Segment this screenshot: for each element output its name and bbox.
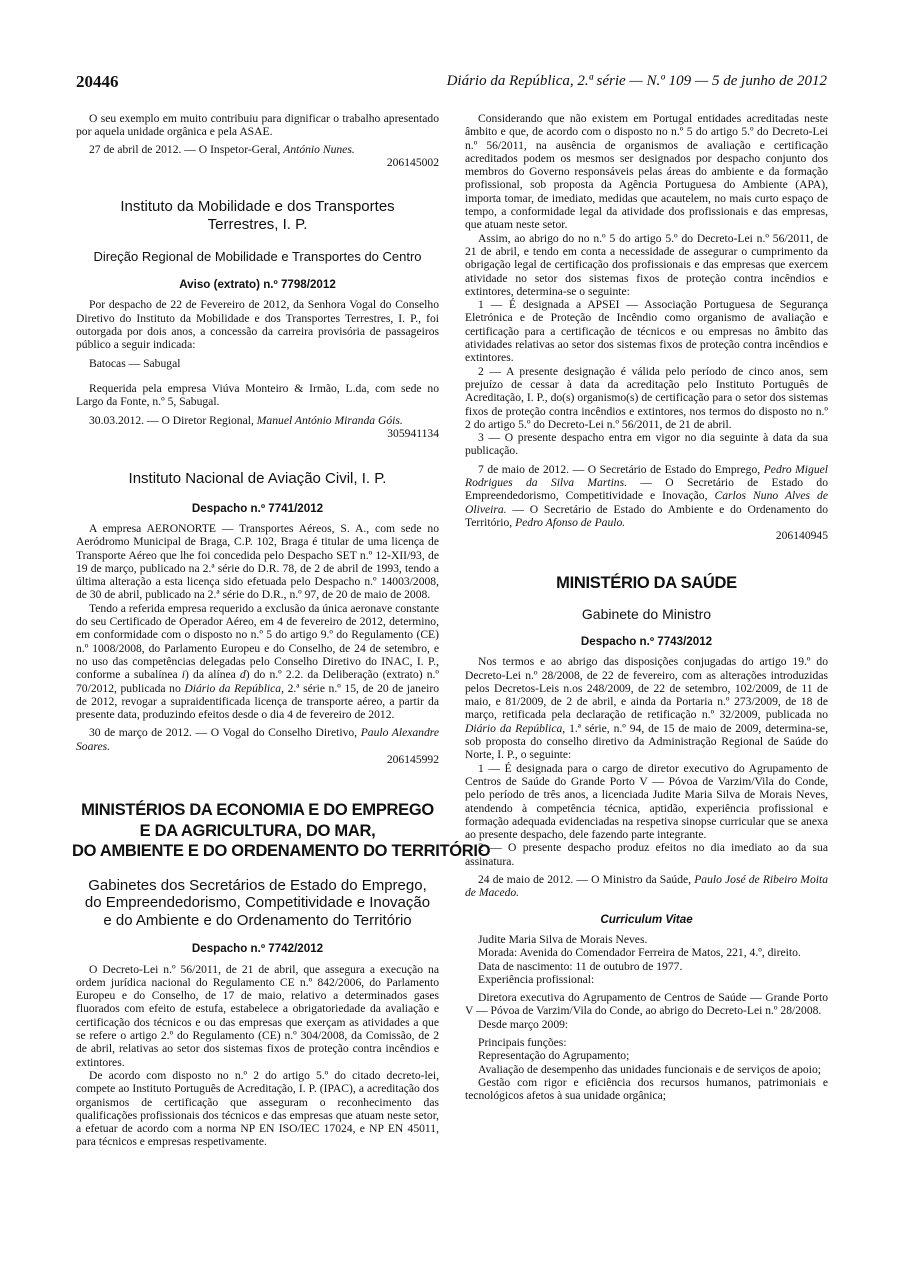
paragraph: O Decreto-Lei n.º 56/2011, de 21 de abril, que assegura a execução na ordem jurídica nacional do Regulamento CE n.º 842/2006, do Parlamento Europeu e do Conselho, de 17 de maio, relativo a determinados gases fluorados com efeito de estufa, estabelece a obrigatoriedade da avaliação e certificação dos técnicos e ou das empresas que exerçam as atividades a que se refere o artigo 2.º do Regulamento (CE) n.º 304/2008, da Comissão, de 2 de abril, relativas ao setor dos sistemas fixos de proteção contra incêndios e extintores. bbox=[76, 962, 439, 1069]
paragraph: Nos termos e ao abrigo das disposições conjugadas do artigo 19.º do Decreto-Lei n.º 28/2008, de 22 de fevereiro, com as alterações introduzidas pelos Decretos-Leis n.os 248/2009, de 22 de setembro, 102/2009, de 11 de maio, e 81/2009, de 2 de abril, e ainda da Portaria n.º 273/2009, de 18 de março, retificada pela declaração de retificação n.º 32/2009, publicada no Diário da República, 1.ª série, n.º 94, de 15 de maio de 2009, determina-se, sob proposta do conselho diretivo da Administração Regional de Saúde do Norte, I. P., o seguinte: bbox=[465, 655, 828, 762]
paragraph: De acordo com disposto no n.º 2 do artigo 5.º do citado decreto-lei, compete ao Instituto Português de Acreditação, I. P. (IPAC), a acreditação dos organismos de certificação que asseguram o reconhecimento das qualificações profissionais dos técnicos e das empresas que atuam neste setor, a efetuar de acordo com a norma NP EN ISO/IEC 17024, e NP EN 45011, para técnicos e empresas respetivamente. bbox=[76, 1068, 439, 1149]
paragraph: Assim, ao abrigo do no n.º 5 do artigo 5.º do Decreto-Lei n.º 56/2011, de 21 de abril, e tendo em conta a necessidade de assegurar o cumprimento da obrigação legal de certificação dos profissionais e das empresas que exercem atividade no setor dos sistemas fixos de proteção contra incêndios e extintores, determina-se o seguinte: bbox=[465, 231, 828, 298]
paragraph: 3 — O presente despacho entra em vigor no dia seguinte à data da sua publicação. bbox=[465, 431, 828, 458]
cv-line: Representação do Agrupamento; bbox=[478, 1049, 630, 1063]
paragraph: Por despacho de 22 de Fevereiro de 2012, da Senhora Vogal do Conselho Diretivo do Instituto da Mobilidade e dos Transportes Terrestres, I. P., foi outorgada por dois anos, a concessão da carreira provisória de passageiros público a seguir indicada: bbox=[76, 298, 439, 352]
reference-number: 305941134 bbox=[387, 426, 439, 440]
cv-line: Principais funções: bbox=[478, 1036, 567, 1050]
signature: 30.03.2012. — O Diretor Regional, Manuel António Miranda Góis. bbox=[89, 413, 403, 427]
cv-line: Diretora executiva do Agrupamento de Centros de Saúde — Grande Porto V — Póvoa de Varzim/Vila do Conde, ao abrigo do Decreto-Lei n.º 28/2008. bbox=[465, 991, 828, 1018]
paragraph: 2 — A presente designação é válida pelo período de cinco anos, sem prejuízo de cessar à data da acreditação pelo Instituto Português de Acreditação, I. P., do(s) organismo(s) de certificação para o setor dos sistemas fixos de proteção contra incêndios e extintores, nos termos do disposto no n.º 2 do artigo 5.º do Decreto-Lei n.º 56/2011, de 21 de abril. bbox=[465, 364, 828, 431]
paragraph: Requerida pela empresa Viúva Monteiro & Irmão, L.da, com sede no Largo da Fonte, n.º 5, Sabugal. bbox=[76, 381, 439, 409]
journal-header: Diário da República, 2.ª série — N.º 109 — 5 de junho de 2012 bbox=[446, 73, 827, 89]
left-column bbox=[72, 112, 491, 1149]
cv-title: Curriculum Vitae bbox=[600, 912, 693, 926]
document-title: Despacho n.º 7742/2012 bbox=[191, 942, 324, 956]
cv-line: Experiência profissional: bbox=[478, 972, 595, 986]
paragraph: 1 — É designada a APSEI — Associação Portuguesa de Segurança Eletrónica e de Proteção de Incêndio como organismo de avaliação e certificação para a certificação de técnicos e ou empresas no âmbito das atividades relativas ao setor dos sistemas fixos de proteção contra incêndios e extintores. bbox=[465, 298, 828, 365]
section-subtitle: Gabinete do Ministro bbox=[581, 606, 712, 622]
cv-line: Avaliação de desempenho das unidades funcionais e de serviços de apoio; bbox=[478, 1062, 821, 1076]
paragraph: 1 — É designada para o cargo de diretor executivo do Agrupamento de Centros de Saúde do Grande Porto V — Póvoa de Varzim/Vila do Conde, pelo período de três anos, a licenciada Judite Maria Silva de Morais Neves, atendendo à competência técnica, aptidão, experiência profissional e formação adequada evidenciadas na respetiva sinopse curricular que se anexa ao presente despacho, dele fazendo parte integrante. bbox=[465, 761, 828, 842]
document-title: Aviso (extrato) n.º 7798/2012 bbox=[179, 278, 336, 292]
paragraph: A empresa AERONORTE — Transportes Aéreos, S. A., com sede no Aeródromo Municipal de Braga, C.P. 102, Braga é titular de uma licença de Transporte Aéreo que lhe foi concedida pelo Despacho SET n.º 12-XII/93, de 19 de março, publicado na 2.ª série do D.R. 78, de 2 de abril de 1993, tendo a última alteração a esta licença sido efetuada pelo Despacho n.º 14003/2008, de 30 de abril, publicado na 2.ª série do D.R., n.º 97, de 20 de maio de 2008. bbox=[76, 521, 439, 602]
page-number: 20446 bbox=[76, 72, 119, 91]
reference-number: 206140945 bbox=[775, 529, 828, 543]
reference-number: 206145992 bbox=[386, 753, 439, 766]
section-subtitle: Direção Regional de Mobilidade e Transportes do Centro bbox=[93, 249, 422, 265]
document-title: Despacho n.º 7743/2012 bbox=[580, 635, 713, 648]
signature: 7 de maio de 2012. — O Secretário de Estado do Emprego, Pedro Miguel Rodrigues da Silva Martins. — O Secretário de Estado do Empreendedorismo, Competitividade e Inovação, Carlos Nuno Alves de Oliveira. — O Secretário de Estado do Ambiente e do Ordenamento do Território, Pedro Afonso de Paulo. bbox=[465, 462, 829, 529]
right-column bbox=[465, 112, 828, 1103]
ministry-title: MINISTÉRIOS DA ECONOMIA E DO EMPREGO E DA AGRICULTURA, DO MAR, DO AMBIENTE E DO ORDENAMENTO DO TERRITÓRIO bbox=[72, 801, 491, 861]
paragraph: Tendo a referida empresa requerido a exclusão da única aeronave constante do seu Certificado de Operador Aéreo, em 4 de fevereiro de 2012, determino, em conformidade com o disposto no n.º 5 do artigo 9.º do Regulamento (CE) n.º 1008/2008, do Parlamento Europeu e do Conselho, de 24 de setembro, e no uso das competências delegadas pelo Conselho Diretivo do INAC, I. P., conforme a subalínea i) da alínea d) do n.º 2.2. da Deliberação (extrato) n.º 70/2012, publicada no Diário da República, 2.ª série n.º 15, de 20 de janeiro de 2012, revogar a supraidentificada licença de transporte aéreo, a partir da presente data, produzindo efeitos desde o dia 4 de fevereiro de 2012. bbox=[76, 601, 439, 722]
paragraph: 2 — O presente despacho produz efeitos no dia imediato ao da sua assinatura. bbox=[465, 841, 828, 868]
ministry-title: MINISTÉRIO DA SAÚDE bbox=[556, 573, 737, 592]
paragraph: Considerando que não existem em Portugal entidades acreditadas neste âmbito e que, de acordo com o disposto no n.º 5 do artigo 5.º do Decreto-Lei n.º 56/2011, na ausência de organismos de avaliação e certificação acreditados podem os mesmos ser designados por despacho conjunto dos membros do Governo responsáveis pelas áreas do ambiente e da formação profissional, sob proposta da Agência Portuguesa do Ambiente (APA), importa tomar, de imediato, medidas que acautelem, no mais curto espaço de tempo, a conformidade legal da atividade dos profissionais e das empresas, que atuam neste setor. bbox=[465, 112, 828, 232]
reference-number: 206145002 bbox=[386, 155, 439, 169]
signature: 30 de março de 2012. — O Vogal do Conselho Diretivo, Paulo Alexandre Soares. bbox=[76, 726, 439, 753]
cv-line: Morada: Avenida do Comendador Ferreira de Matos, 221, 4.º, direito. bbox=[478, 946, 801, 960]
cv-line: Data de nascimento: 11 de outubro de 1977. bbox=[478, 959, 683, 973]
paragraph: Batocas — Sabugal bbox=[89, 356, 181, 370]
cv-line: Desde março 2009: bbox=[478, 1017, 569, 1031]
paragraph: O seu exemplo em muito contribuiu para dignificar o trabalho apresentado por aquela unidade orgânica e pela ASAE. bbox=[76, 112, 439, 139]
section-title-gabinetes: Gabinetes dos Secretários de Estado do Emprego, do Empreendedorismo, Competitividade e Inovação e do Ambiente e do Ordenamento do Território bbox=[84, 876, 431, 929]
signature: 27 de abril de 2012. — O Inspetor-Geral, António Nunes. bbox=[89, 142, 355, 156]
section-title-inac: Instituto Nacional de Aviação Civil, I. P. bbox=[128, 470, 387, 488]
signature: 24 de maio de 2012. — O Ministro da Saúde, Paulo José de Ribeiro Moita de Macedo. bbox=[465, 873, 829, 900]
cv-line: Judite Maria Silva de Morais Neves. bbox=[478, 932, 648, 946]
cv-line: Gestão com rigor e eficiência dos recursos humanos, patrimoniais e tecnológicos afetos à sua unidade orgânica; bbox=[465, 1075, 828, 1103]
document-title: Despacho n.º 7741/2012 bbox=[191, 501, 324, 515]
section-title-imtt: Instituto da Mobilidade e dos Transportes Terrestres, I. P. bbox=[120, 198, 395, 233]
